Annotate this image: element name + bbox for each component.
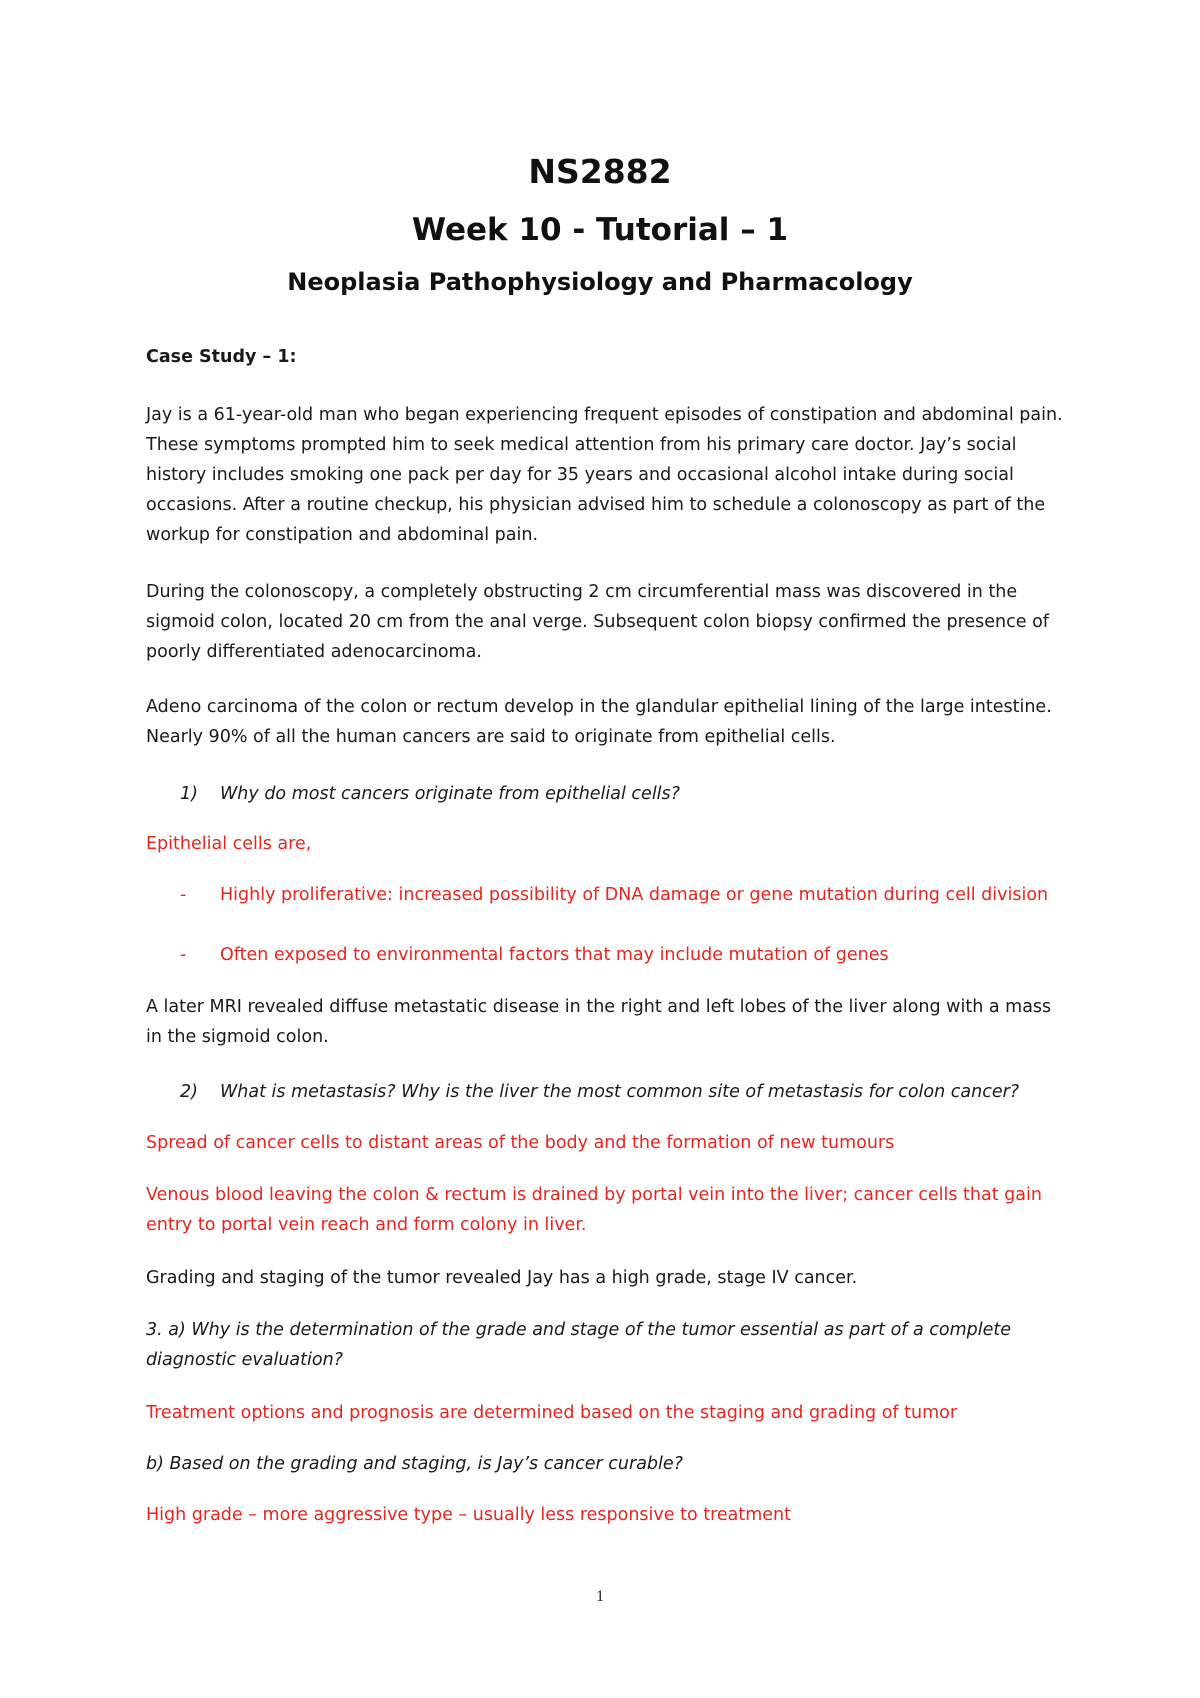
answer-1-lead: Epithelial cells are, xyxy=(146,834,312,854)
adenocarcinoma-paragraph: Adeno carcinoma of the colon or rectum develop in the glandular epithelial lining of the large intestine. Nearly 90% of all the human cancers are said to originate from epithelial cells. xyxy=(146,697,1052,747)
answer-3a: Treatment options and prognosis are determined based on the staging and grading of tumor xyxy=(146,1403,958,1423)
page-number: 1 xyxy=(596,1588,604,1605)
colonoscopy-paragraph: During the colonoscopy, a completely obstructing 2 cm circumferential mass was discovered in the sigmoid colon, located 20 cm from the anal verge. Subsequent colon biopsy confirmed the presence of poorly differentiated adenocarcinoma. xyxy=(146,582,1049,662)
answer-2-definition: Spread of cancer cells to distant areas of the body and the formation of new tumours xyxy=(146,1133,895,1153)
intro-paragraph: Jay is a 61-year-old man who began experiencing frequent episodes of constipation and abdominal pain. These symptoms prompted him to seek medical attention from his primary care doctor. Jay’s social history includes smoking one pack per day for 35 years and occasional alcohol intake during social occasions. After a routine checkup, his physician advised him to schedule a colonoscopy as part of the workup for constipation and abdominal pain. xyxy=(146,405,1063,545)
mri-paragraph: A later MRI revealed diffuse metastatic disease in the right and left lobes of the liver along with a mass in the sigmoid colon. xyxy=(146,997,1052,1047)
bullet-dash: - xyxy=(180,945,187,965)
question-2-text: What is metastasis? Why is the liver the most common site of metastasis for colon cancer? xyxy=(220,1082,1020,1102)
case-study-heading: Case Study – 1: xyxy=(146,347,297,367)
question-2-number: 2) xyxy=(180,1082,198,1102)
question-3a: 3. a) Why is the determination of the grade and stage of the tumor essential as part of a complete diagnostic evaluation? xyxy=(146,1320,1012,1370)
question-1-number: 1) xyxy=(180,784,198,804)
answer-1-bullet xyxy=(180,940,1060,970)
question-1 xyxy=(180,779,1100,809)
question-2 xyxy=(180,1077,1100,1107)
bullet-dash: - xyxy=(180,885,187,905)
answer-1-bullet xyxy=(180,880,1060,910)
document-subtitle: Neoplasia Pathophysiology and Pharmacology xyxy=(287,268,913,296)
grading-paragraph: Grading and staging of the tumor revealed Jay has a high grade, stage IV cancer. xyxy=(146,1268,858,1288)
question-1-text: Why do most cancers originate from epithelial cells? xyxy=(220,784,680,804)
answer-3b: High grade – more aggressive type – usually less responsive to treatment xyxy=(146,1505,792,1525)
course-code: NS2882 xyxy=(528,152,672,191)
bullet-text: Highly proliferative: increased possibility of DNA damage or gene mutation during cell division xyxy=(220,885,1049,905)
week-title: Week 10 - Tutorial – 1 xyxy=(411,212,789,248)
bullet-text: Often exposed to environmental factors that may include mutation of genes xyxy=(220,945,889,965)
answer-2-liver: Venous blood leaving the colon & rectum is drained by portal vein into the liver; cancer cells that gain entry to portal vein reach and form colony in liver. xyxy=(146,1185,1042,1235)
question-3b: b) Based on the grading and staging, is Jay’s cancer curable? xyxy=(146,1454,683,1474)
